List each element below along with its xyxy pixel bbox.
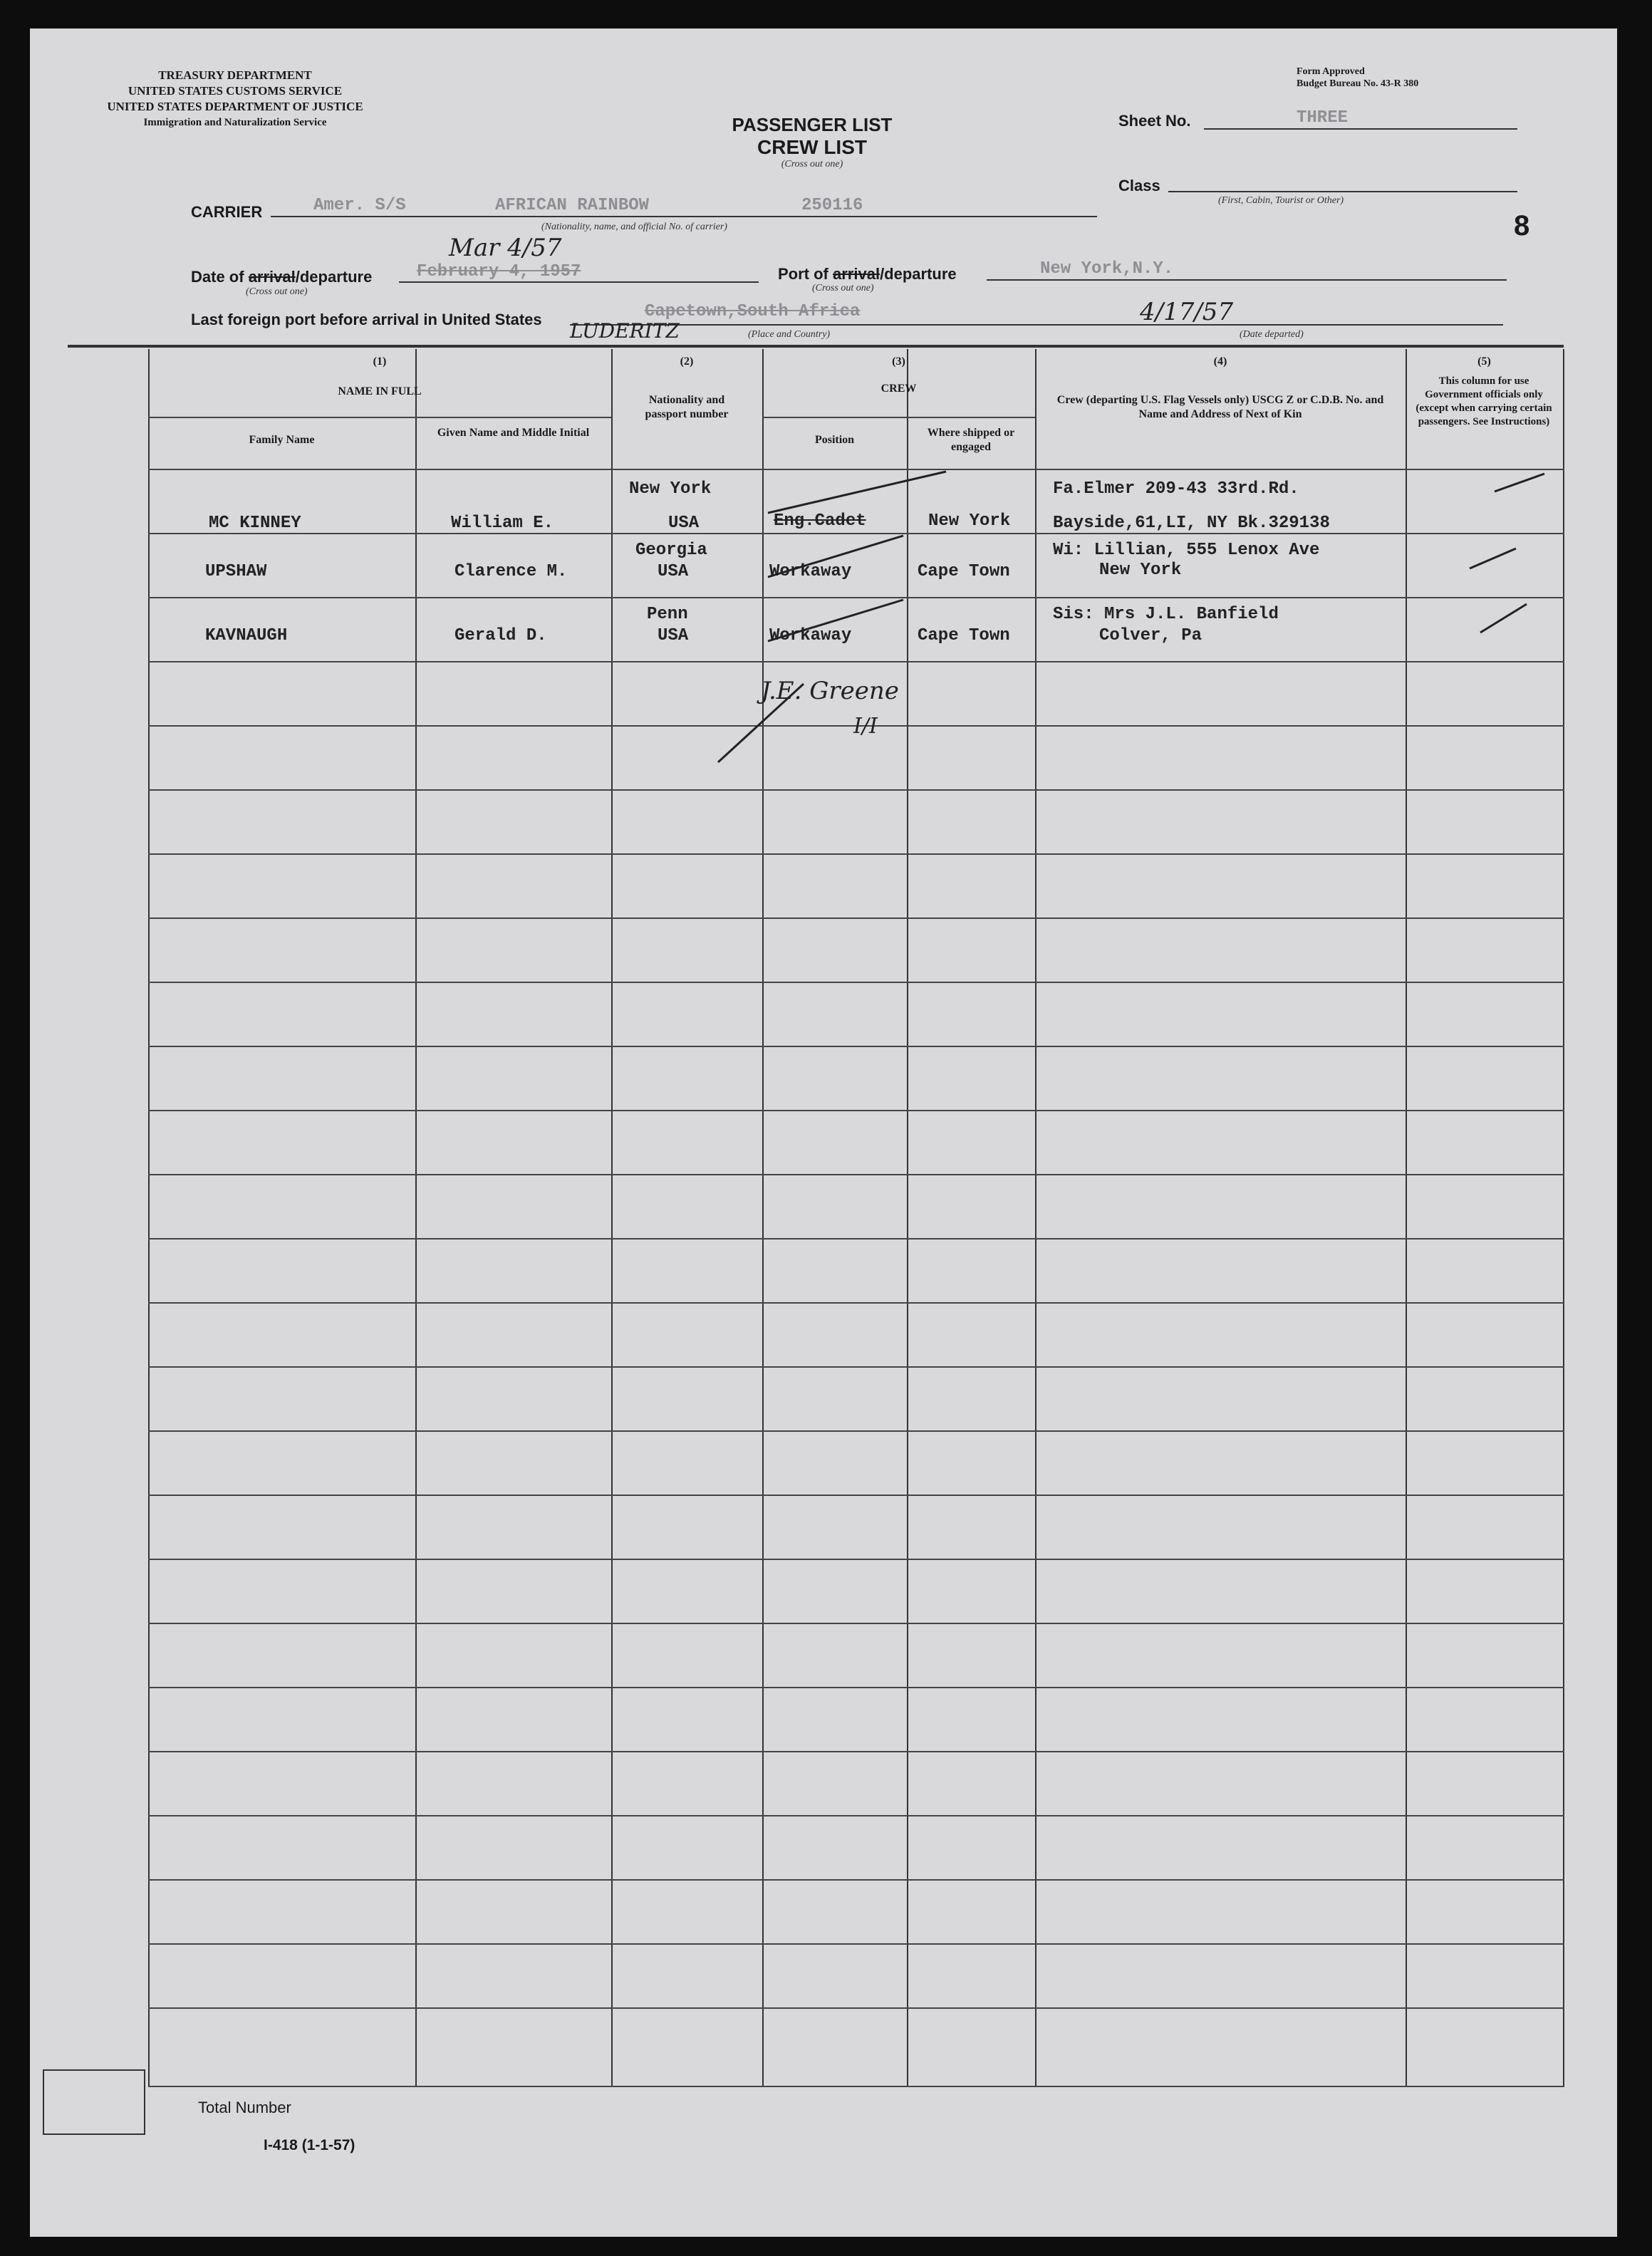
date-caption: (Cross out one) xyxy=(246,286,308,297)
col5-title: This column for use Government officials only (except when carrying certain passengers. See Instructions) xyxy=(1415,375,1552,427)
date-label: Date of arrival/departure xyxy=(191,268,373,286)
row3-given: Gerald D. xyxy=(454,626,547,645)
carrier-caption: (Nationality, name, and official No. of carrier) xyxy=(541,222,727,232)
title-crew: CREW LIST xyxy=(757,136,867,158)
pen-marks xyxy=(148,349,1564,848)
agency-block xyxy=(85,68,385,130)
col2-title: Nationality and passport number xyxy=(645,394,729,420)
title-caption: (Cross out one) xyxy=(781,159,843,170)
row2-kin2: New York xyxy=(1099,561,1182,580)
last-port-typed: Capetown,South Africa xyxy=(645,302,861,321)
col1b-header: Given Name and Middle Initial xyxy=(437,427,590,439)
form-number: I-418 (1-1-57) xyxy=(264,2137,355,2153)
col4-title: Crew (departing U.S. Flag Vessels only) USCG Z or C.D.B. No. and Name and Address of Next of Kin xyxy=(1056,394,1384,420)
total-number-box xyxy=(43,2069,145,2135)
agency-line: UNITED STATES CUSTOMS SERVICE xyxy=(128,84,343,98)
row3-nat1: Penn xyxy=(647,605,688,624)
row2-nat1: Georgia xyxy=(635,541,707,560)
place-caption: (Place and Country) xyxy=(748,329,831,340)
agency-line: UNITED STATES DEPARTMENT OF JUSTICE xyxy=(107,100,363,113)
date-departed-caption: (Date departed) xyxy=(1240,329,1304,340)
class-caption: (First, Cabin, Tourist or Other) xyxy=(1218,195,1344,206)
form-title xyxy=(705,114,919,170)
carrier-nationality: Amer. S/S xyxy=(313,196,406,215)
sheet-value: THREE xyxy=(1297,108,1349,128)
port-caption: (Cross out one) xyxy=(812,283,874,293)
row2-family: UPSHAW xyxy=(205,562,267,581)
row3-shipped: Cape Town xyxy=(918,626,1010,645)
row1-given: William E. xyxy=(451,514,554,533)
class-label: Class xyxy=(1118,177,1160,194)
col3-title: CREW xyxy=(880,383,917,395)
last-port-label: Last foreign port before arrival in United States xyxy=(191,311,542,328)
carrier-label: CARRIER xyxy=(191,203,263,221)
row3-family: KAVNAUGH xyxy=(205,626,288,645)
agency-line: Immigration and Naturalization Service xyxy=(143,117,327,128)
form-approved-text: Form Approved xyxy=(1297,66,1365,77)
sheet-label: Sheet No. xyxy=(1118,112,1191,130)
col5-num: (5) xyxy=(1477,355,1491,368)
crew-table xyxy=(148,349,1564,2087)
col3a-header: Position xyxy=(814,434,855,446)
col1-num: (1) xyxy=(373,355,387,368)
row3-kin2: Colver, Pa xyxy=(1099,626,1202,645)
row1-shipped: New York xyxy=(928,511,1011,531)
row1-position: Eng.Cadet xyxy=(774,511,866,531)
row1-kin1: Fa.Elmer 209-43 33rd.Rd. xyxy=(1053,479,1299,499)
date-departed-value: 4/17/57 xyxy=(1140,298,1234,326)
row1-family: MC KINNEY xyxy=(209,514,301,533)
row2-given: Clarence M. xyxy=(454,562,568,581)
date-handwritten: Mar 4/57 xyxy=(449,234,562,262)
date-label-struck: arrival xyxy=(248,268,296,286)
signature-initials: I/I xyxy=(853,714,878,739)
date-typed: February 4, 1957 xyxy=(417,262,581,281)
title-passenger: PASSENGER LIST xyxy=(732,114,893,135)
port-label: Port of arrival/departure xyxy=(778,265,957,283)
row3-position: Workaway xyxy=(769,626,852,645)
carrier-official-no: 250116 xyxy=(801,196,863,215)
col3-num: (3) xyxy=(892,355,905,368)
page-number: 8 xyxy=(1514,210,1530,241)
row1-nat2: USA xyxy=(668,514,700,533)
row2-nat2: USA xyxy=(658,562,689,581)
col1-title: NAME IN FULL xyxy=(338,385,422,397)
col3b-header: Where shipped or engaged xyxy=(927,427,1015,453)
col4-num: (4) xyxy=(1213,355,1227,368)
row2-position: Workaway xyxy=(769,562,852,581)
row2-shipped: Cape Town xyxy=(918,562,1010,581)
agency-line: TREASURY DEPARTMENT xyxy=(158,68,312,82)
form-approved xyxy=(1297,66,1418,90)
signature: J.E. Greene xyxy=(761,677,899,705)
row1-nat1: New York xyxy=(629,479,712,499)
total-number-label: Total Number xyxy=(198,2099,291,2116)
carrier-name: AFRICAN RAINBOW xyxy=(495,196,650,215)
row2-kin1: Wi: Lillian, 555 Lenox Ave xyxy=(1053,541,1320,560)
port-value: New York,N.Y. xyxy=(1040,259,1174,279)
budget-bureau-text: Budget Bureau No. 43-R 380 xyxy=(1297,78,1419,89)
row1-kin2: Bayside,61,LI, NY Bk.329138 xyxy=(1053,514,1330,533)
row3-kin1: Sis: Mrs J.L. Banfield xyxy=(1053,605,1279,624)
last-port-handwritten: LUDERITZ xyxy=(570,319,680,343)
col1a-header: Family Name xyxy=(249,434,315,446)
col2-num: (2) xyxy=(680,355,694,368)
row3-nat2: USA xyxy=(658,626,689,645)
